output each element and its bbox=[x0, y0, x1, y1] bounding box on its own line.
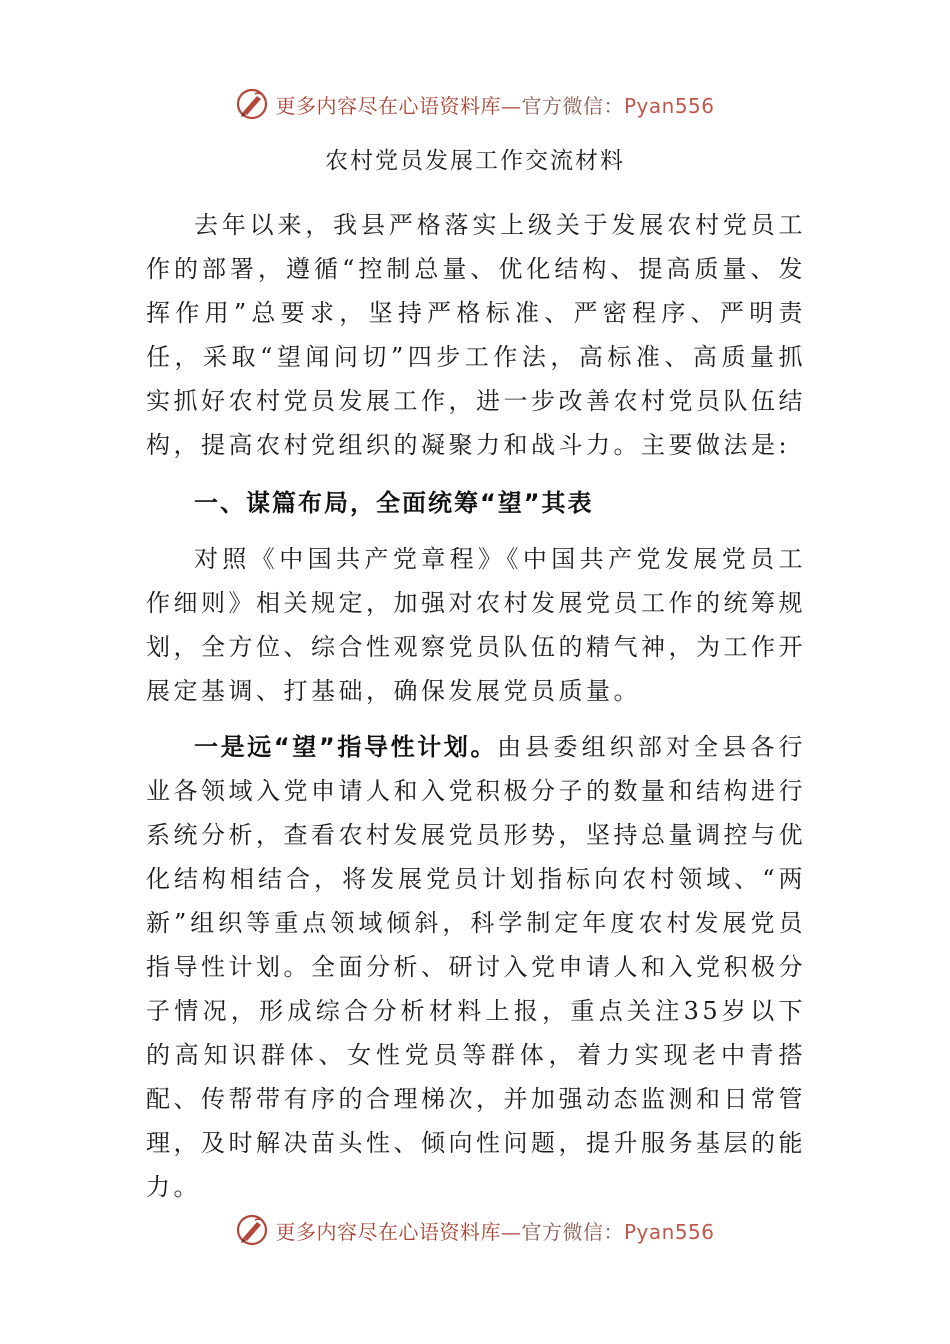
document-title: 农村党员发展工作交流材料 bbox=[325, 148, 625, 174]
item-1-body: 由县委组织部对全县各行业各领域入党申请人和入党积极分子的数量和结构进行系统分析，查看农村发展党员形势，坚持总量调控与优化结构相结合，将发展党员计划指标向农村领域、“两新”组织等重点领域倾斜，科学制定年度农村发展党员指导性计划。全面分析、研讨入党申请人和入党积极分子情况，形成综合分析材料上报，重点关注35岁以下的高知识群体、女性党员等群体，着力实现老中青搭配、传帮带有序的合理梯次，并加强动态监测和日常管理，及时解决苗头性、倾向性问题，提升服务基层的能力。 bbox=[146, 733, 807, 1201]
document-body bbox=[146, 203, 806, 1209]
watermark-footer bbox=[0, 1210, 950, 1250]
watermark-text bbox=[275, 90, 714, 119]
watermark-wechat-id: Pyan556 bbox=[623, 1219, 715, 1244]
watermark-slogan: 更多内容尽在心语资料库 bbox=[275, 1219, 501, 1244]
section-1-paragraph: 对照《中国共产党章程》《中国共产党发展党员工作细则》相关规定，加强对农村发展党员工作的统筹规划，全方位、综合性观察党员队伍的精气神，为工作开展定基调、打基础，确保发展党员质量。 bbox=[146, 545, 806, 705]
pen-logo-icon bbox=[235, 1213, 269, 1247]
watermark-label: 官方微信： bbox=[521, 93, 624, 118]
pen-logo-icon bbox=[235, 87, 269, 121]
section-1-item-1 bbox=[146, 725, 806, 1209]
intro-paragraph: 去年以来，我县严格落实上级关于发展农村党员工作的部署，遵循“控制总量、优化结构、提高质量、发挥作用”总要求，坚持严格标准、严密程序、严明责任，采取“望闻问切”四步工作法，高标准、高质量抓实抓好农村党员发展工作，进一步改善农村党员队伍结构，提高农村党组织的凝聚力和战斗力。主要做法是: bbox=[146, 211, 806, 459]
watermark-slogan: 更多内容尽在心语资料库 bbox=[275, 93, 501, 118]
section-heading-1: 一、谋篇布局，全面统筹“望”其表 bbox=[194, 489, 594, 517]
watermark-dash: — bbox=[500, 93, 522, 118]
watermark-header bbox=[0, 84, 950, 124]
watermark-label: 官方微信： bbox=[521, 1219, 624, 1244]
item-1-lead: 一是远“望”指导性计划。 bbox=[194, 733, 498, 761]
watermark-dash: — bbox=[500, 1219, 522, 1244]
watermark-wechat-id: Pyan556 bbox=[623, 93, 715, 118]
watermark-text bbox=[275, 1216, 714, 1245]
